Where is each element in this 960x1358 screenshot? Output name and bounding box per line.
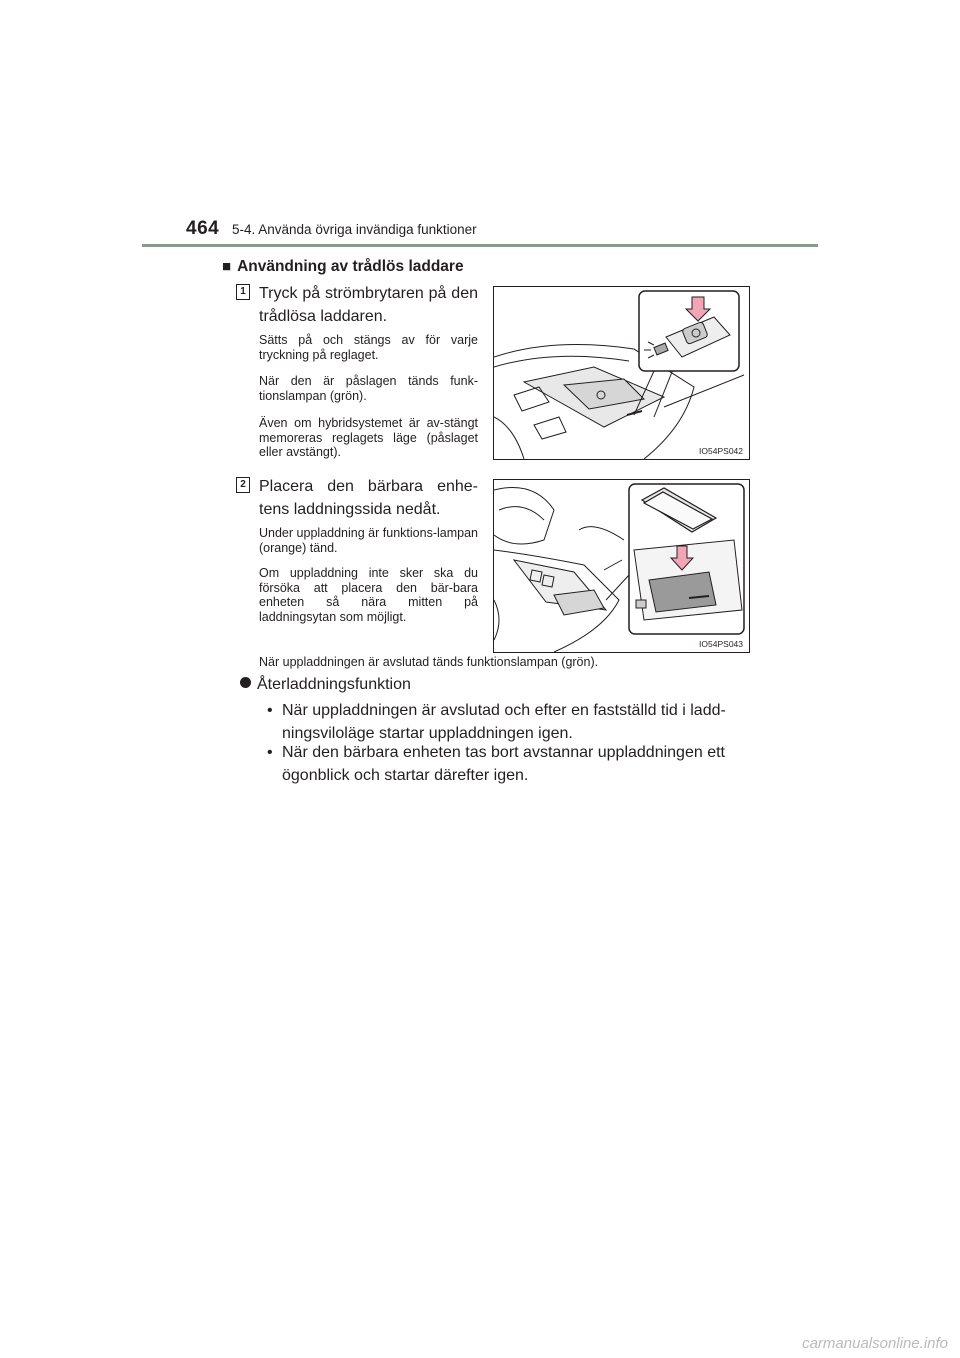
header-rule: [142, 244, 818, 247]
bullet-icon: [240, 677, 251, 688]
step-2-note-2: Om uppladdning inte sker ska du försöka att placera den bär-bara enheten så nära mitten på laddningsytan som möjligt.: [259, 566, 478, 624]
section-heading: [222, 258, 464, 276]
charger-placement-illustration: [494, 480, 749, 652]
recharge-item-2: [262, 741, 762, 787]
step-1-note-2: När den är påslagen tänds funk-tionslampan (grön).: [259, 374, 478, 403]
section-title: Användning av trådlös laddare: [237, 258, 464, 275]
step-2-title: Placera den bärbara enhe-tens laddningssida nedåt.: [259, 478, 478, 518]
figure-charger-placement: [493, 479, 750, 653]
section-marker: ■: [222, 258, 232, 275]
figure-code: IO54PS043: [699, 639, 743, 649]
recharge-item-text: När den bärbara enheten tas bort avstannar uppladdningen ett ögonblick och startar därefter igen.: [282, 744, 725, 784]
running-head: 5-4. Använda övriga invändiga funktioner: [232, 222, 477, 237]
completion-note: När uppladdningen är avslutad tänds funktionslampan (grön).: [259, 655, 599, 669]
bullet-dot: •: [267, 744, 273, 761]
figure-charger-switch: [493, 286, 750, 460]
recharge-heading: [240, 676, 411, 694]
bullet-dot: •: [267, 702, 273, 719]
step-1-note-3: Även om hybridsystemet är av-stängt memoreras reglagets läge (påslaget eller avstängt).: [259, 416, 478, 459]
charger-switch-illustration: [494, 287, 749, 459]
step-number-1: 1: [236, 284, 250, 300]
recharge-item-1: [262, 699, 762, 745]
recharge-title: Återladdningsfunktion: [257, 676, 411, 693]
step-2-note-1: Under uppladdning är funktions-lampan (orange) tänd.: [259, 526, 478, 555]
figure-code: IO54PS042: [699, 446, 743, 456]
step-1-title: Tryck på strömbrytaren på den trådlösa laddaren.: [259, 285, 478, 325]
watermark-logo: carmanualsonline.info: [802, 1335, 948, 1352]
step-1-note-1: Sätts på och stängs av för varje tryckning på reglaget.: [259, 333, 478, 362]
page-number: 464: [186, 218, 220, 239]
recharge-item-text: När uppladdningen är avslutad och efter en fastställd tid i ladd-ningsviloläge startar uppladdningen igen.: [282, 702, 726, 742]
step-number-2: 2: [236, 477, 250, 493]
